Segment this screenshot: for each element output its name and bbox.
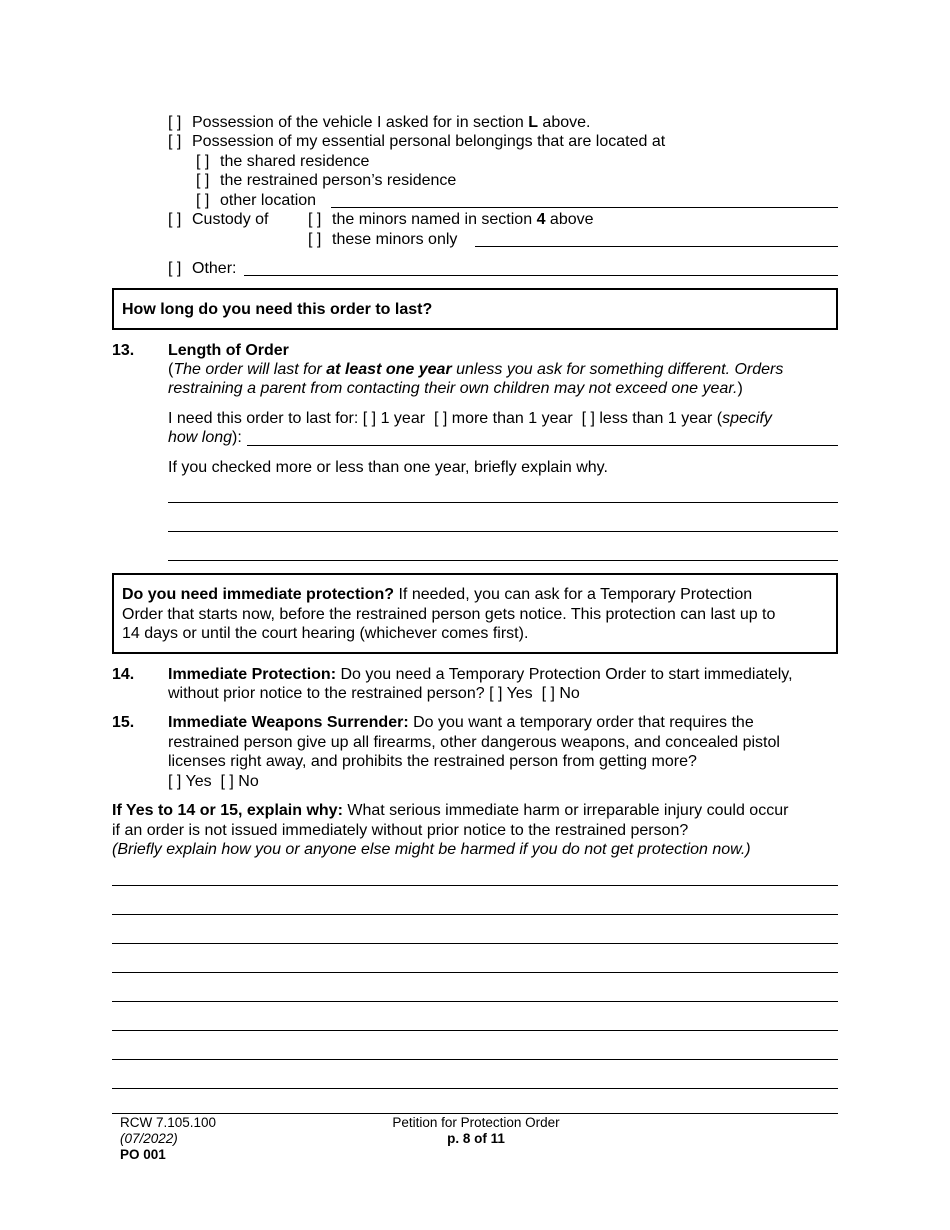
need-label: I need this order to last for: bbox=[168, 410, 359, 427]
item-14-number: 14. bbox=[112, 666, 135, 683]
item-13-note-line1 bbox=[168, 360, 783, 380]
restrained-residence-option bbox=[196, 171, 456, 191]
custody-text: Custody of bbox=[192, 211, 269, 228]
note-open-paren: ( bbox=[168, 361, 174, 378]
these-minors-text: these minors only bbox=[332, 231, 458, 248]
item-13-title: Length of Order bbox=[168, 342, 289, 359]
explain-why-line-6[interactable] bbox=[112, 1030, 838, 1031]
explain-why-heading: If Yes to 14 or 15, explain why: bbox=[112, 802, 343, 819]
other-checkbox[interactable]: [ ] bbox=[168, 260, 182, 277]
footer-page-number: p. 8 of 11 bbox=[447, 1131, 505, 1146]
item-13-number: 13. bbox=[112, 342, 135, 359]
item-15-yes-label: Yes bbox=[185, 773, 212, 790]
minors-named-option bbox=[308, 210, 594, 230]
note-close-paren: ) bbox=[737, 380, 743, 397]
minors-section-ref: 4 bbox=[536, 211, 546, 228]
item-14-title: Immediate Protection: bbox=[168, 666, 337, 683]
these-minors-checkbox[interactable]: [ ] bbox=[308, 231, 322, 248]
explain-why-line1 bbox=[112, 801, 788, 821]
belongings-text: Possession of my essential personal belongings that are located at bbox=[192, 133, 666, 150]
other-location-field[interactable] bbox=[331, 207, 838, 208]
footer-title: Petition for Protection Order bbox=[392, 1115, 560, 1130]
custody-option bbox=[168, 210, 268, 230]
how-long-post: ): bbox=[232, 429, 242, 446]
note-line2: restraining a parent from contacting their own children may not exceed one year. bbox=[168, 380, 738, 397]
specify-label: specify bbox=[722, 410, 772, 427]
explain-why-line-5[interactable] bbox=[112, 1001, 838, 1002]
vehicle-text: Possession of the vehicle I asked for in section bbox=[192, 114, 524, 131]
item-14-no-label: No bbox=[559, 685, 580, 702]
explain-why-line-2[interactable] bbox=[112, 914, 838, 915]
more-than-year-label: more than 1 year bbox=[451, 410, 573, 427]
these-minors-option bbox=[308, 230, 457, 250]
item-15-yes-checkbox[interactable]: [ ] bbox=[168, 773, 182, 790]
note-pre: The order will last for bbox=[173, 361, 327, 378]
these-minors-field[interactable] bbox=[475, 246, 838, 247]
other-location-text: other location bbox=[220, 192, 317, 209]
protection-line1-text: If needed, you can ask for a Temporary Protection bbox=[394, 586, 753, 603]
vehicle-option bbox=[168, 113, 590, 133]
shared-residence-checkbox[interactable]: [ ] bbox=[196, 153, 210, 170]
explain-why-line-8[interactable] bbox=[112, 1088, 838, 1089]
item-15-line1-text: Do you want a temporary order that requires the bbox=[408, 714, 754, 731]
note-line1-post: unless you ask for something different. Orders bbox=[451, 361, 784, 378]
other-text: Other: bbox=[192, 260, 237, 277]
explain-why-line-3[interactable] bbox=[112, 943, 838, 944]
shared-residence-option bbox=[196, 152, 369, 172]
footer-divider bbox=[112, 1113, 838, 1114]
less-than-year-checkbox[interactable]: [ ] bbox=[581, 410, 595, 427]
note-bold: at least one year bbox=[326, 361, 452, 378]
vehicle-checkbox[interactable]: [ ] bbox=[168, 114, 182, 131]
shared-residence-text: the shared residence bbox=[220, 153, 370, 170]
length-section-heading: How long do you need this order to last? bbox=[122, 301, 433, 318]
minors-named-text: the minors named in section bbox=[332, 211, 533, 228]
protection-section-box bbox=[112, 573, 838, 654]
item-14-line1-text: Do you need a Temporary Protection Order to start immediately, bbox=[336, 666, 793, 683]
protection-line2: Order that starts now, before the restrained person gets notice. This protection can last up to bbox=[122, 606, 776, 623]
belongings-option bbox=[168, 132, 665, 152]
less-than-year-label: less than 1 year ( bbox=[599, 410, 723, 427]
item-15-title: Immediate Weapons Surrender: bbox=[168, 714, 409, 731]
one-year-checkbox[interactable]: [ ] bbox=[362, 410, 377, 427]
explain-length-line-1[interactable] bbox=[168, 502, 838, 503]
length-section-box bbox=[112, 288, 838, 330]
item-15-no-label: No bbox=[238, 773, 259, 790]
protection-heading: Do you need immediate protection? bbox=[122, 586, 395, 603]
minors-named-checkbox[interactable]: [ ] bbox=[308, 211, 322, 228]
item-15-line1 bbox=[168, 713, 754, 733]
explain-why-line-7[interactable] bbox=[112, 1059, 838, 1060]
explain-length-line-2[interactable] bbox=[168, 531, 838, 532]
vehicle-text-end: above. bbox=[542, 114, 591, 131]
other-field[interactable] bbox=[244, 275, 838, 276]
item-14-yes-label: Yes bbox=[506, 685, 533, 702]
item-15-line3: licenses right away, and prohibits the restrained person from getting more? bbox=[168, 753, 697, 770]
explain-why-line2: if an order is not issued immediately without prior notice to the restrained person? bbox=[112, 822, 689, 839]
custody-checkbox[interactable]: [ ] bbox=[168, 211, 182, 228]
footer-date: (07/2022) bbox=[120, 1131, 178, 1146]
explain-why-instruction: (Briefly explain how you or anyone else might be harmed if you do not get protection now.) bbox=[112, 841, 751, 858]
other-option bbox=[168, 259, 236, 279]
item-15-number: 15. bbox=[112, 714, 135, 731]
how-long-row bbox=[168, 428, 242, 448]
explain-why-line1-text: What serious immediate harm or irreparable injury could occur bbox=[342, 802, 789, 819]
item-13-note-line2 bbox=[168, 379, 743, 399]
explain-length-line-3[interactable] bbox=[168, 560, 838, 561]
explain-why-line-1[interactable] bbox=[112, 885, 838, 886]
explain-why-line3 bbox=[112, 840, 751, 860]
minors-named-text-end: above bbox=[549, 211, 594, 228]
item-14-no-checkbox[interactable]: [ ] bbox=[541, 685, 555, 702]
other-location-checkbox[interactable]: [ ] bbox=[196, 192, 210, 209]
item-14-line2 bbox=[168, 684, 580, 704]
restrained-residence-checkbox[interactable]: [ ] bbox=[196, 172, 210, 189]
protection-line3: 14 days or until the court hearing (whichever comes first). bbox=[122, 625, 529, 642]
item-14-line1 bbox=[168, 665, 793, 685]
vehicle-section-ref: L bbox=[528, 114, 538, 131]
protection-line1 bbox=[122, 585, 752, 605]
footer-form-id: PO 001 bbox=[120, 1147, 166, 1162]
item-15-options bbox=[168, 772, 259, 792]
belongings-checkbox[interactable]: [ ] bbox=[168, 133, 182, 150]
more-than-year-checkbox[interactable]: [ ] bbox=[433, 410, 448, 427]
explain-length-prompt: If you checked more or less than one year, briefly explain why. bbox=[168, 459, 608, 476]
how-long-field[interactable] bbox=[247, 445, 838, 446]
how-long-label: how long bbox=[168, 429, 233, 446]
length-options-row bbox=[168, 409, 772, 429]
item-14-line2-text: without prior notice to the restrained person? bbox=[168, 685, 485, 702]
item-15-no-checkbox[interactable]: [ ] bbox=[220, 773, 234, 790]
one-year-label: 1 year bbox=[380, 410, 426, 427]
footer-rcw: RCW 7.105.100 bbox=[120, 1115, 217, 1130]
explain-why-line-4[interactable] bbox=[112, 972, 838, 973]
item-14-yes-checkbox[interactable]: [ ] bbox=[489, 685, 503, 702]
other-location-option bbox=[196, 191, 316, 211]
item-15-line2: restrained person give up all firearms, other dangerous weapons, and concealed pistol bbox=[168, 734, 780, 751]
restrained-residence-text: the restrained person’s residence bbox=[220, 172, 457, 189]
